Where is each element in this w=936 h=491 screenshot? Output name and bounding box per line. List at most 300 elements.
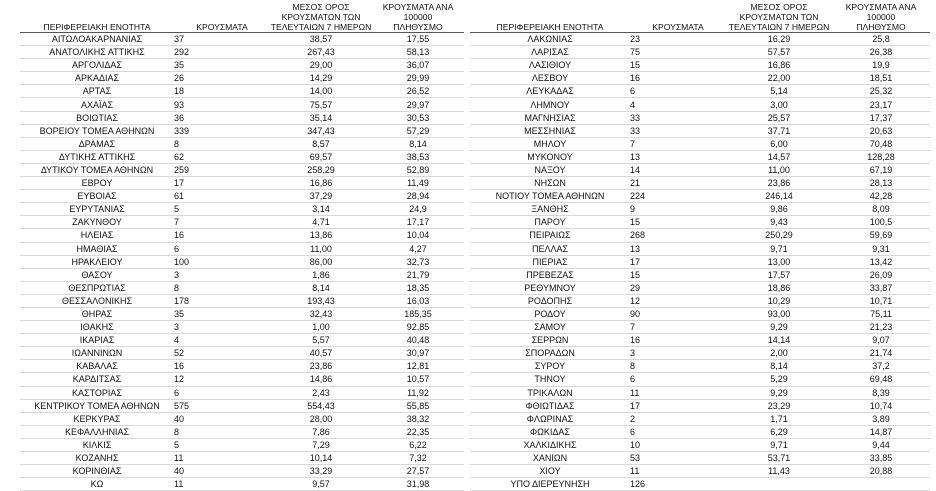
per100k-cell: 10,57: [372, 373, 464, 386]
table-row: [470, 465, 930, 478]
table-row: [20, 163, 464, 176]
avg7-cell: 35,14: [270, 111, 372, 124]
cases-cell: 53: [630, 452, 726, 465]
per100k-cell: 9,07: [832, 334, 930, 347]
per100k-cell: 33,85: [832, 452, 930, 465]
per100k-cell: 38,53: [372, 150, 464, 163]
cases-cell: 6: [174, 386, 270, 399]
cases-cell: 7: [174, 216, 270, 229]
region-cell: ΚΕΡΚΥΡΑΣ: [20, 412, 174, 425]
avg7-cell: 9,29: [726, 321, 832, 334]
avg7-cell: 23,86: [726, 177, 832, 190]
table-row: [20, 242, 464, 255]
region-cell: ΝΗΣΩΝ: [470, 177, 630, 190]
per100k-cell: 40,48: [372, 334, 464, 347]
table-row: [470, 452, 930, 465]
cases-cell: 268: [630, 229, 726, 242]
per100k-cell: 10,04: [372, 229, 464, 242]
cases-cell: 37: [174, 33, 270, 46]
region-cell: ΙΘΑΚΗΣ: [20, 321, 174, 334]
table-row: [470, 360, 930, 373]
cases-cell: 35: [174, 59, 270, 72]
avg7-cell: 8,57: [270, 137, 372, 150]
region-cell: ΘΕΣΠΡΩΤΙΑΣ: [20, 281, 174, 294]
avg7-cell: 11,00: [726, 163, 832, 176]
avg7-cell: 9,71: [726, 438, 832, 451]
cases-cell: 33: [630, 111, 726, 124]
cases-cell: 11: [174, 478, 270, 491]
table-row: [470, 137, 930, 150]
cases-cell: 75: [630, 46, 726, 59]
header-avg7: ΜΕΣΟΣ ΟΡΟΣ ΚΡΟΥΣΜΑΤΩΝ ΤΩΝ ΤΕΛΕΥΤΑΙΩΝ 7 ΗΜΕΡΩΝ: [270, 2, 372, 32]
table-row: [470, 425, 930, 438]
table-row: [470, 242, 930, 255]
cases-cell: 6: [630, 373, 726, 386]
cases-cell: 6: [630, 425, 726, 438]
table-row: [20, 412, 464, 425]
cases-cell: 3: [630, 347, 726, 360]
table-row: [20, 478, 464, 491]
per100k-cell: 31,98: [372, 478, 464, 491]
per100k-cell: 70,48: [832, 137, 930, 150]
avg7-cell: 4,71: [270, 216, 372, 229]
per100k-cell: 18,51: [832, 72, 930, 85]
per100k-cell: 27,57: [372, 465, 464, 478]
per100k-cell: 28,13: [832, 177, 930, 190]
table-row: [470, 399, 930, 412]
avg7-cell: 2,43: [270, 386, 372, 399]
table-row: [20, 438, 464, 451]
per100k-cell: 75,11: [832, 307, 930, 320]
per100k-cell: 4,27: [372, 242, 464, 255]
per100k-cell: 8,14: [372, 137, 464, 150]
cases-cell: 16: [174, 360, 270, 373]
cases-cell: 35: [174, 307, 270, 320]
region-cell: ΝΑΞΟΥ: [470, 163, 630, 176]
cases-cell: 33: [630, 124, 726, 137]
per100k-cell: 17,55: [372, 33, 464, 46]
table-row: [470, 216, 930, 229]
cases-cell: 8: [174, 137, 270, 150]
per100k-cell: 29,99: [372, 72, 464, 85]
per100k-cell: 37,2: [832, 360, 930, 373]
table-row: [20, 255, 464, 268]
per100k-cell: 6,22: [372, 438, 464, 451]
region-cell: ΘΑΣΟΥ: [20, 268, 174, 281]
table-row: [20, 111, 464, 124]
table-row: [470, 85, 930, 98]
cases-cell: 10: [630, 438, 726, 451]
region-cell: ΠΕΛΛΑΣ: [470, 242, 630, 255]
table-row: [20, 98, 464, 111]
cases-cell: 17: [174, 177, 270, 190]
cases-cell: 11: [174, 452, 270, 465]
avg7-cell: 29,00: [270, 59, 372, 72]
avg7-cell: 14,57: [726, 150, 832, 163]
per100k-cell: 55,85: [372, 399, 464, 412]
cases-cell: 575: [174, 399, 270, 412]
region-cell: ΚΟΖΑΝΗΣ: [20, 452, 174, 465]
table-row: [470, 124, 930, 137]
cases-cell: 6: [630, 85, 726, 98]
cases-cell: 3: [174, 321, 270, 334]
table-row: [20, 190, 464, 203]
table-row: [20, 321, 464, 334]
table-row: [20, 425, 464, 438]
region-cell: ΡΕΘΥΜΝΟΥ: [470, 281, 630, 294]
region-cell: ΛΑΣΙΘΙΟΥ: [470, 59, 630, 72]
per100k-cell: 52,89: [372, 163, 464, 176]
table-row: [20, 465, 464, 478]
table-row: [470, 72, 930, 85]
region-cell: ΔΡΑΜΑΣ: [20, 137, 174, 150]
region-cell: ΜΗΛΟΥ: [470, 137, 630, 150]
cases-cell: 11: [630, 465, 726, 478]
region-cell: ΕΥΡΥΤΑΝΙΑΣ: [20, 203, 174, 216]
region-cell: ΣΠΟΡΑΔΩΝ: [470, 347, 630, 360]
per100k-cell: 25,32: [832, 85, 930, 98]
avg7-cell: 9,43: [726, 216, 832, 229]
table-row: [470, 334, 930, 347]
avg7-cell: 14,00: [270, 85, 372, 98]
region-cell: ΝΟΤΙΟΥ ΤΟΜΕΑ ΑΘΗΝΩΝ: [470, 190, 630, 203]
avg7-cell: [726, 478, 832, 491]
region-cell: ΑΡΚΑΔΙΑΣ: [20, 72, 174, 85]
region-cell: ΜΥΚΟΝΟΥ: [470, 150, 630, 163]
cases-cell: 3: [174, 268, 270, 281]
per100k-cell: 69,48: [832, 373, 930, 386]
avg7-cell: 37,29: [270, 190, 372, 203]
per100k-cell: 92,85: [372, 321, 464, 334]
per100k-cell: 32,73: [372, 255, 464, 268]
cases-cell: 4: [630, 98, 726, 111]
cases-cell: 8: [174, 281, 270, 294]
header-row: [20, 0, 464, 33]
table-row: [20, 150, 464, 163]
avg7-cell: 7,86: [270, 425, 372, 438]
per100k-cell: 30,97: [372, 347, 464, 360]
cases-cell: 11: [630, 386, 726, 399]
region-cell: ΔΥΤΙΚΟΥ ΤΟΜΕΑ ΑΘΗΝΩΝ: [20, 163, 174, 176]
per100k-cell: 24,9: [372, 203, 464, 216]
avg7-cell: 53,71: [726, 452, 832, 465]
avg7-cell: 14,86: [270, 373, 372, 386]
cases-cell: 21: [630, 177, 726, 190]
table-row: [20, 307, 464, 320]
per100k-cell: 26,09: [832, 268, 930, 281]
table-row: [470, 478, 930, 491]
region-cell: ΧΑΛΚΙΔΙΚΗΣ: [470, 438, 630, 451]
per100k-cell: 38,32: [372, 412, 464, 425]
region-cell: ΚΑΡΔΙΤΣΑΣ: [20, 373, 174, 386]
per100k-cell: 20,88: [832, 465, 930, 478]
table-row: [20, 229, 464, 242]
region-cell: ΡΟΔΟΥ: [470, 307, 630, 320]
table-row: [470, 438, 930, 451]
cases-cell: 62: [174, 150, 270, 163]
region-cell: ΗΛΕΙΑΣ: [20, 229, 174, 242]
cases-cell: 17: [630, 255, 726, 268]
header-per100k: ΚΡΟΥΣΜΑΤΑ ΑΝΑ 100000 ΠΛΗΘΥΣΜΟ: [372, 0, 464, 33]
region-cell: ΠΑΡΟΥ: [470, 216, 630, 229]
table-row: [470, 33, 930, 46]
cases-cell: 26: [174, 72, 270, 85]
per100k-cell: 20,63: [832, 124, 930, 137]
region-cell: ΣΥΡΟΥ: [470, 360, 630, 373]
cases-cell: 7: [630, 321, 726, 334]
per100k-cell: 42,28: [832, 190, 930, 203]
region-cell: ΠΕΙΡΑΙΩΣ: [470, 229, 630, 242]
avg7-cell: 9,29: [726, 386, 832, 399]
cases-cell: 23: [630, 33, 726, 46]
avg7-cell: 347,43: [270, 124, 372, 137]
region-cell: ΚΑΣΤΟΡΙΑΣ: [20, 386, 174, 399]
table-row: [20, 294, 464, 307]
avg7-cell: 246,14: [726, 190, 832, 203]
avg7-cell: 25,57: [726, 111, 832, 124]
region-cell: ΛΑΡΙΣΑΣ: [470, 46, 630, 59]
region-cell: ΧΑΝΙΩΝ: [470, 452, 630, 465]
per100k-cell: 29,97: [372, 98, 464, 111]
table-row: [20, 137, 464, 150]
region-cell: ΣΕΡΡΩΝ: [470, 334, 630, 347]
table-row: [470, 307, 930, 320]
avg7-cell: 8,14: [726, 360, 832, 373]
table-row: [470, 229, 930, 242]
region-cell: ΣΑΜΟΥ: [470, 321, 630, 334]
avg7-cell: 28,00: [270, 412, 372, 425]
cases-cell: 4: [174, 334, 270, 347]
table-row: [20, 373, 464, 386]
avg7-cell: 10,29: [726, 294, 832, 307]
table-row: [470, 59, 930, 72]
table-row: [470, 268, 930, 281]
region-cell: ΕΥΒΟΙΑΣ: [20, 190, 174, 203]
avg7-cell: 11,00: [270, 242, 372, 255]
table-row: [470, 190, 930, 203]
per100k-cell: 7,32: [372, 452, 464, 465]
region-cell: ΞΑΝΘΗΣ: [470, 203, 630, 216]
table-row: [20, 46, 464, 59]
cases-cell: 13: [630, 242, 726, 255]
per100k-cell: 33,87: [832, 281, 930, 294]
avg7-cell: 16,86: [270, 177, 372, 190]
table-row: [470, 281, 930, 294]
region-cell: ΖΑΚΥΝΘΟΥ: [20, 216, 174, 229]
header-region: ΠΕΡΙΦΕΡΕΙΑΚΗ ΕΝΟΤΗΤΑ: [20, 0, 174, 33]
per100k-cell: 22,35: [372, 425, 464, 438]
region-cell: ΘΗΡΑΣ: [20, 307, 174, 320]
avg7-cell: 258,29: [270, 163, 372, 176]
header-avg7: ΜΕΣΟΣ ΟΡΟΣ ΚΡΟΥΣΜΑΤΩΝ ΤΩΝ ΤΕΛΕΥΤΑΙΩΝ 7 ΗΜΕΡΩΝ: [726, 0, 832, 33]
table-row: [20, 72, 464, 85]
region-cell: ΑΙΤΩΛΟΑΚΑΡΝΑΝΙΑΣ: [20, 33, 174, 46]
region-cell: ΑΡΓΟΛΙΔΑΣ: [20, 59, 174, 72]
avg7-cell: 193,43: [270, 294, 372, 307]
avg7-cell: 5,14: [726, 85, 832, 98]
header-per100k: ΚΡΟΥΣΜΑΤΑ ΑΝΑ 100000 ΠΛΗΘΥΣΜΟ: [832, 0, 930, 33]
per100k-cell: 185,35: [372, 307, 464, 320]
avg7-cell: 23,86: [270, 360, 372, 373]
avg7-cell: 16,86: [726, 59, 832, 72]
cases-cell: 6: [174, 242, 270, 255]
cases-cell: 9: [630, 203, 726, 216]
table-row: [470, 111, 930, 124]
region-cell: ΙΩΑΝΝΙΝΩΝ: [20, 347, 174, 360]
table-row: [20, 85, 464, 98]
table-row: [470, 294, 930, 307]
table-row: [20, 216, 464, 229]
per100k-cell: 11,49: [372, 177, 464, 190]
per100k-cell: 8,39: [832, 386, 930, 399]
cases-cell: 13: [630, 150, 726, 163]
right-table-body: [470, 33, 930, 491]
region-cell: ΦΩΚΙΔΑΣ: [470, 425, 630, 438]
per100k-cell: 26,52: [372, 85, 464, 98]
per100k-cell: 3,89: [832, 412, 930, 425]
table-row: [20, 203, 464, 216]
table-row: [470, 203, 930, 216]
cases-cell: 178: [174, 294, 270, 307]
avg7-cell: 93,00: [726, 307, 832, 320]
region-cell: ΒΟΡΕΙΟΥ ΤΟΜΕΑ ΑΘΗΝΩΝ: [20, 124, 174, 137]
table-row: [20, 399, 464, 412]
region-cell: ΛΕΥΚΑΔΑΣ: [470, 85, 630, 98]
per100k-cell: 58,13: [372, 46, 464, 59]
avg7-cell: 69,57: [270, 150, 372, 163]
region-cell: ΛΕΣΒΟΥ: [470, 72, 630, 85]
per100k-cell: 128,28: [832, 150, 930, 163]
region-cell: ΠΡΕΒΕΖΑΣ: [470, 268, 630, 281]
table-row: [20, 268, 464, 281]
per100k-cell: 10,74: [832, 399, 930, 412]
per100k-cell: [832, 478, 930, 491]
per100k-cell: 17,17: [372, 216, 464, 229]
region-cell: ΦΛΩΡΙΝΑΣ: [470, 412, 630, 425]
cases-cell: 16: [630, 334, 726, 347]
avg7-cell: 9,71: [726, 242, 832, 255]
avg7-cell: 3,00: [726, 98, 832, 111]
region-cell: ΤΡΙΚΑΛΩΝ: [470, 386, 630, 399]
avg7-cell: 17,57: [726, 268, 832, 281]
per100k-cell: 9,31: [832, 242, 930, 255]
avg7-cell: 554,43: [270, 399, 372, 412]
cases-cell: 339: [174, 124, 270, 137]
avg7-cell: 6,29: [726, 425, 832, 438]
avg7-cell: 75,57: [270, 98, 372, 111]
region-cell: ΑΝΑΤΟΛΙΚΗΣ ΑΤΤΙΚΗΣ: [20, 46, 174, 59]
header-cases: ΚΡΟΥΣΜΑΤΑ: [174, 0, 270, 33]
cases-cell: 292: [174, 46, 270, 59]
avg7-cell: 10,14: [270, 452, 372, 465]
table-row: [20, 281, 464, 294]
left-table-body: [20, 33, 464, 491]
region-cell: ΜΕΣΣΗΝΙΑΣ: [470, 124, 630, 137]
avg7-cell: 38,57: [270, 33, 372, 46]
avg7-cell: 11,43: [726, 465, 832, 478]
region-cell: ΕΒΡΟΥ: [20, 177, 174, 190]
per100k-cell: 57,29: [372, 124, 464, 137]
avg7-cell: 18,86: [726, 281, 832, 294]
table-row: [470, 321, 930, 334]
cases-cell: 14: [630, 163, 726, 176]
avg7-cell: 8,14: [270, 281, 372, 294]
table-row: [20, 33, 464, 46]
per100k-cell: 19,9: [832, 59, 930, 72]
region-cell: ΚΕΝΤΡΙΚΟΥ ΤΟΜΕΑ ΑΘΗΝΩΝ: [20, 399, 174, 412]
cases-cell: 17: [630, 399, 726, 412]
avg7-cell: 14,14: [726, 334, 832, 347]
region-cell: ΤΗΝΟΥ: [470, 373, 630, 386]
cases-cell: 2: [630, 412, 726, 425]
cases-cell: 18: [174, 85, 270, 98]
avg7-cell: 1,71: [726, 412, 832, 425]
cases-cell: 126: [630, 478, 726, 491]
avg7-cell: 5,29: [726, 373, 832, 386]
cases-cell: 8: [174, 425, 270, 438]
avg7-cell: 9,57: [270, 478, 372, 491]
avg7-cell: 22,00: [726, 72, 832, 85]
per100k-cell: 28,94: [372, 190, 464, 203]
cases-cell: 15: [630, 268, 726, 281]
region-cell: ΗΜΑΘΙΑΣ: [20, 242, 174, 255]
avg7-cell: 57,57: [726, 46, 832, 59]
region-cell: ΡΟΔΟΠΗΣ: [470, 294, 630, 307]
avg7-cell: 7,29: [270, 438, 372, 451]
per100k-cell: 14,87: [832, 425, 930, 438]
cases-cell: 40: [174, 412, 270, 425]
table-row: [470, 150, 930, 163]
region-cell: ΚΙΛΚΙΣ: [20, 438, 174, 451]
region-cell: ΘΕΣΣΑΛΟΝΙΚΗΣ: [20, 294, 174, 307]
per100k-cell: 13,42: [832, 255, 930, 268]
region-cell: ΔΥΤΙΚΗΣ ΑΤΤΙΚΗΣ: [20, 150, 174, 163]
cases-cell: 93: [174, 98, 270, 111]
region-cell: ΛΗΜΝΟΥ: [470, 98, 630, 111]
avg7-cell: 14,29: [270, 72, 372, 85]
right-table: [470, 0, 930, 491]
cases-cell: 7: [630, 137, 726, 150]
avg7-cell: 5,57: [270, 334, 372, 347]
table-row: [470, 255, 930, 268]
region-cell: ΠΙΕΡΙΑΣ: [470, 255, 630, 268]
per100k-cell: 21,23: [832, 321, 930, 334]
region-cell: ΙΚΑΡΙΑΣ: [20, 334, 174, 347]
table-row: [470, 46, 930, 59]
cases-cell: 15: [630, 216, 726, 229]
table-row: [20, 452, 464, 465]
table-row: [470, 163, 930, 176]
cases-cell: 12: [174, 373, 270, 386]
region-cell: ΜΑΓΝΗΣΙΑΣ: [470, 111, 630, 124]
table-row: [20, 334, 464, 347]
avg7-cell: 250,29: [726, 229, 832, 242]
cases-cell: 12: [630, 294, 726, 307]
avg7-cell: 13,86: [270, 229, 372, 242]
cases-cell: 40: [174, 465, 270, 478]
cases-cell: 90: [630, 307, 726, 320]
region-cell: ΚΩ: [20, 478, 174, 491]
avg7-cell: 37,71: [726, 124, 832, 137]
per100k-cell: 21,74: [832, 347, 930, 360]
cases-cell: 224: [630, 190, 726, 203]
header-region: ΠΕΡΙΦΕΡΕΙΑΚΗ ΕΝΟΤΗΤΑ: [470, 0, 630, 33]
per100k-cell: 30,53: [372, 111, 464, 124]
region-cell: ΚΑΒΑΛΑΣ: [20, 360, 174, 373]
avg7-cell: 9,86: [726, 203, 832, 216]
header-row: [470, 0, 930, 33]
per100k-cell: 26,38: [832, 46, 930, 59]
